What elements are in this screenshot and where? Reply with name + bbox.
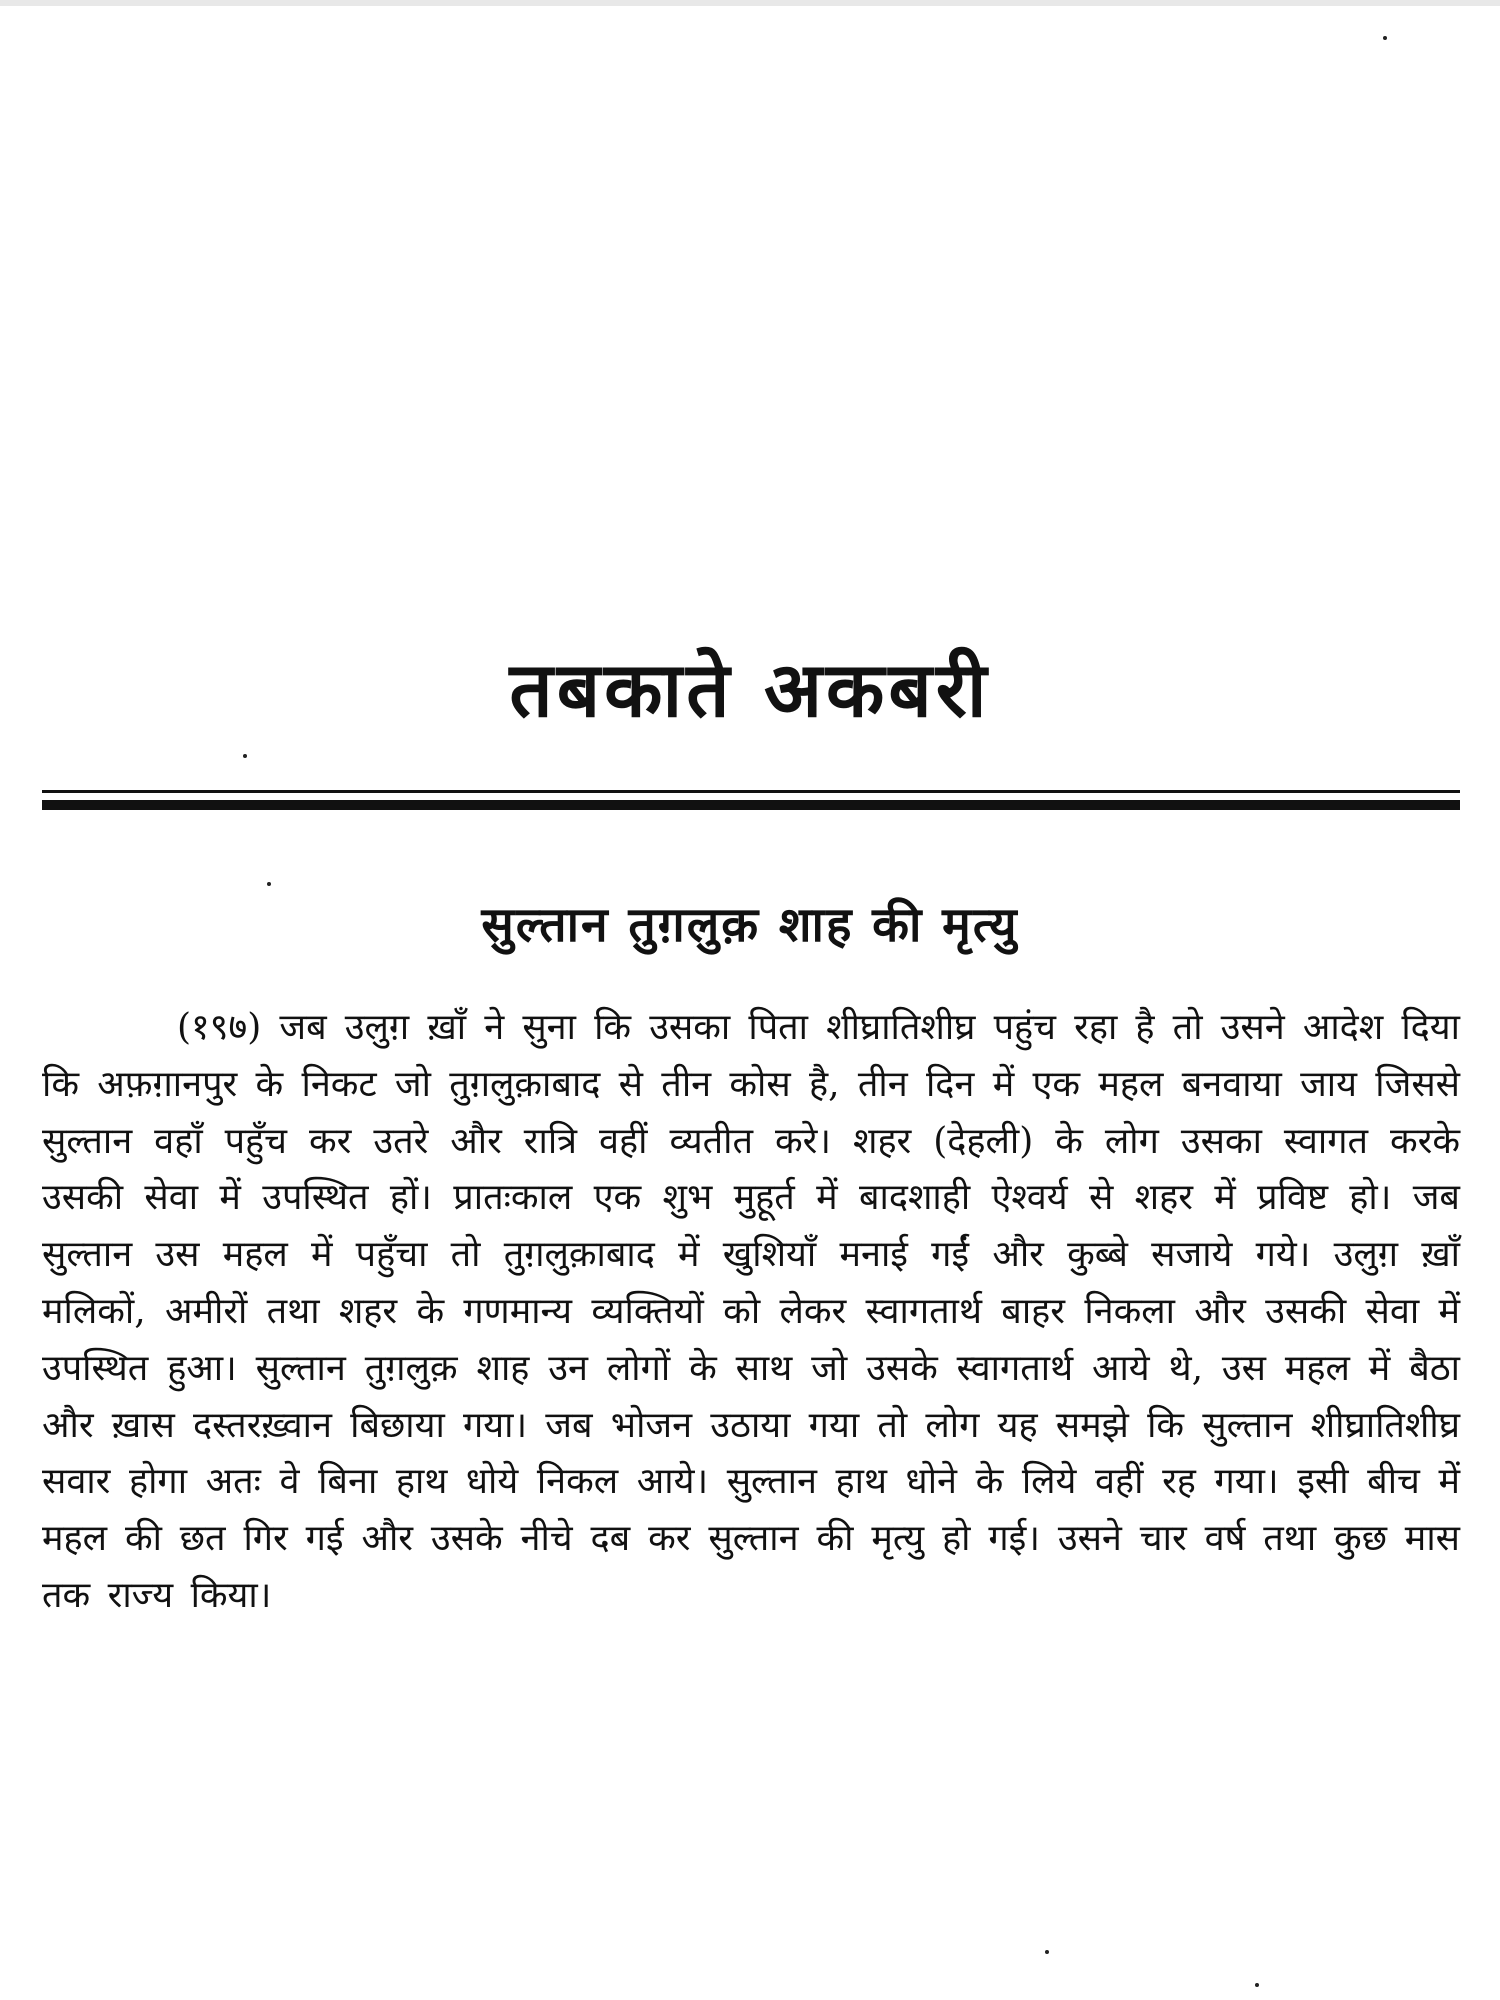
scan-top-edge — [0, 0, 1500, 6]
scan-speck — [267, 882, 271, 886]
scan-speck — [243, 754, 247, 758]
scan-speck — [1045, 1950, 1049, 1954]
scan-speck — [1383, 36, 1387, 40]
page-title: तबकाते अकबरी — [509, 645, 991, 734]
title-rule-thick — [42, 800, 1460, 810]
body-paragraph: (१९७) जब उलुग़ ख़ाँ ने सुना कि उसका पिता शीघ्रातिशीघ्र पहुंच रहा है तो उसने आदेश दिया कि अफ़ग़ानपुर के निकट जो तुग़लुक़ाबाद से तीन कोस है, तीन दिन में एक महल बनवाया जाय जिससे सुल्तान वहाँ पहुँच कर उतरे और रात्रि वहीं व्यतीत करे। शहर (देहली) के लोग उसका स्वागत करके उसकी सेवा में उपस्थित हों। प्रातःकाल एक शुभ मुहूर्त में बादशाही ऐश्वर्य से शहर में प्रविष्ट हो। जब सुल्तान उस महल में पहुँचा तो तुग़लुक़ाबाद में खुशियाँ मनाई गईं और कुब्बे सजाये गये। उलुग़ ख़ाँ मलिकों, अमीरों तथा शहर के गणमान्य व्यक्तियों को लेकर स्वागतार्थ बाहर निकला और उसकी सेवा में उपस्थित हुआ। सुल्तान तुग़लुक़ शाह उन लोगों के साथ जो उसके स्वागतार्थ आये थे, उस महल में बैठा और ख़ास दस्तरख़्वान बिछाया गया। जब भोजन उठाया गया तो लोग यह समझे कि सुल्तान शीघ्रातिशीघ्र सवार होगा अतः वे बिना हाथ धोये निकल आये। सुल्तान हाथ धोने के लिये वहीं रह गया। इसी बीच में महल की छत गिर गई और उसके नीचे दब कर सुल्तान की मृत्यु हो गई। उसने चार वर्ष तथा कुछ मास तक राज्य किया। — [42, 1007, 1460, 1616]
section-heading: सुल्तान तुग़लुक़ शाह की मृत्यु — [481, 897, 1019, 953]
title-rule-thin — [42, 790, 1460, 793]
scan-speck — [1255, 1983, 1259, 1987]
